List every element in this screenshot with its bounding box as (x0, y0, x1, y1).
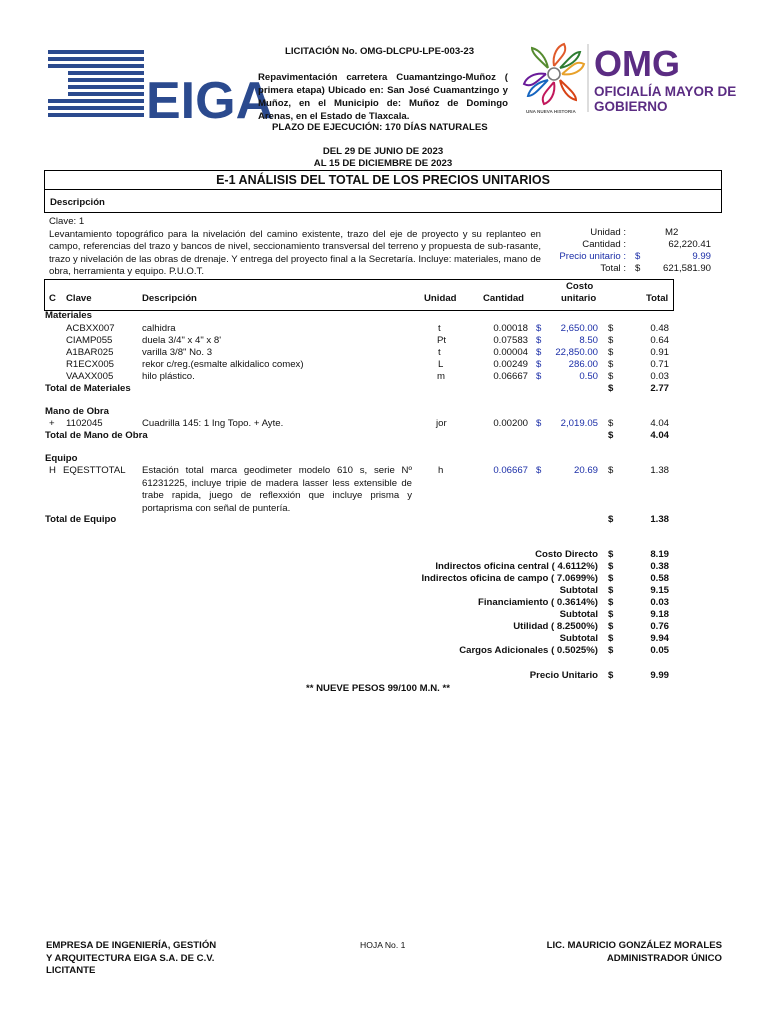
total-equipo-label: Total de Equipo (45, 514, 117, 525)
table-row-clave: VAAXX005 (66, 371, 114, 382)
equipo-desc: Estación total marca geodimeter modelo 610 s, serie Nº 61231225, incluye tripie de madera lasser less extensible de trabe rapida, juego de reflexxión que incluye prisma y portaprisma con señal de puntería. (142, 465, 412, 514)
equipo-costo: 20.69 (573, 465, 598, 476)
table-row-cantidad: 0.00249 (493, 359, 528, 370)
table-row-cantidad: 0.06667 (493, 371, 528, 382)
totals-label: Utilidad ( 8.2500%) (513, 621, 598, 632)
mano-obra-costo: 2,019.05 (560, 418, 598, 429)
descripcion-box (44, 190, 722, 213)
table-row-desc: rekor c/reg.(esmalte alkidalico comex) (142, 359, 304, 370)
totals-cur: $ (608, 585, 614, 596)
table-row-clave: A1BAR025 (66, 347, 114, 358)
table-row-cur: $ (536, 323, 542, 334)
totals-cur: $ (608, 609, 614, 620)
table-row-costo: 8.50 (579, 335, 598, 346)
descripcion-label: Descripción (50, 197, 105, 208)
date-to: AL 15 DE DICIEMBRE DE 2023 (313, 158, 453, 169)
totals-label: Financiamiento ( 0.3614%) (478, 597, 598, 608)
col-descripcion: Descripción (142, 293, 197, 304)
table-row-cur2: $ (608, 335, 614, 346)
section-mano-obra: Mano de Obra (45, 406, 109, 417)
footer-signatory (500, 940, 722, 965)
eiga-logo-text: EIGA (146, 72, 274, 130)
total-equipo-cur: $ (608, 514, 614, 525)
totals-value: 9.18 (650, 609, 669, 620)
totals-value: 9.94 (650, 633, 669, 644)
mano-obra-desc: Cuadrilla 145: 1 Ing Topo. + Ayte. (142, 418, 284, 429)
mano-obra-total: 4.04 (650, 418, 669, 429)
table-row-clave: ACBXX007 (66, 323, 115, 334)
totals-value: 0.38 (650, 561, 669, 572)
eiga-stripes-icon (48, 46, 274, 130)
equipo-cantidad: 0.06667 (493, 465, 528, 476)
table-row-total: 0.64 (650, 335, 669, 346)
footer-right-line-1: LIC. MAURICIO GONZÁLEZ MORALES (546, 940, 722, 951)
table-row-costo: 2,650.00 (560, 323, 598, 334)
total-value: 621,581.90 (662, 263, 711, 274)
totals-value: 0.05 (650, 645, 669, 656)
clave-label: Clave: 1 (49, 216, 85, 227)
table-row-costo: 0.50 (579, 371, 598, 382)
footer-right-line-2: ADMINISTRADOR ÚNICO (606, 952, 722, 964)
amount-in-words: ** NUEVE PESOS 99/100 M.N. ** (306, 683, 450, 694)
analysis-title: E-1 ANÁLISIS DEL TOTAL DE LOS PRECIOS UNITARIOS (216, 173, 550, 187)
totals-label: Cargos Adicionales ( 0.5025%) (459, 645, 598, 656)
table-row-total: 0.48 (650, 323, 669, 334)
total-currency: $ (635, 263, 641, 274)
equipo-c: H (49, 465, 56, 476)
unidad-label: Unidad : (590, 227, 626, 238)
col-total: Total (646, 293, 669, 304)
precio-unitario-final-cur: $ (608, 670, 614, 681)
totals-label: Costo Directo (535, 549, 598, 560)
col-cantidad: Cantidad (483, 293, 525, 304)
plazo-ejecucion: PLAZO DE EJECUCIÓN: 170 DÍAS NATURALES (272, 122, 488, 133)
footer-licitante (46, 940, 216, 978)
precio-unitario-final-value: 9.99 (650, 670, 669, 681)
col-costo-2: unitario (561, 293, 597, 304)
totals-label: Indirectos oficina central ( 4.6112%) (435, 561, 598, 572)
totals-label: Subtotal (559, 609, 598, 620)
unidad-value: M2 (665, 227, 679, 238)
total-mano-obra-label: Total de Mano de Obra (45, 430, 148, 441)
cantidad-value: 62,220.41 (668, 239, 711, 250)
col-unidad: Unidad (424, 293, 457, 304)
precio-unitario-currency: $ (635, 251, 641, 262)
table-row-cur: $ (536, 359, 542, 370)
mano-obra-c: + (49, 418, 55, 429)
col-clave: Clave (66, 293, 92, 304)
totals-cur: $ (608, 573, 614, 584)
table-row-desc: varilla 3/8" No. 3 (142, 347, 213, 358)
omg-subtitle-1: OFICIALÍA MAYOR DE (594, 84, 737, 99)
totals-value: 0.58 (650, 573, 669, 584)
precio-unitario-label: Precio unitario : (559, 251, 626, 262)
table-row-desc: duela 3/4" x 4" x 8' (142, 335, 222, 346)
totals-cur: $ (608, 549, 614, 560)
total-mano-obra-cur: $ (608, 430, 614, 441)
equipo-cur: $ (536, 465, 542, 476)
omg-logo (522, 40, 737, 116)
section-equipo: Equipo (45, 453, 78, 464)
totals-label: Subtotal (559, 585, 598, 596)
eiga-logo (48, 46, 274, 130)
table-row-unidad: m (437, 371, 445, 382)
table-row-unidad: t (438, 323, 441, 334)
table-row-cur2: $ (608, 347, 614, 358)
table-row-desc: hilo plástico. (142, 371, 195, 382)
table-row-unidad: L (438, 359, 444, 370)
flower-emblem-icon (522, 40, 737, 116)
col-c: C (49, 293, 56, 304)
table-row-cur2: $ (608, 323, 614, 334)
footer-left-line-3: LICITANTE (46, 965, 96, 976)
total-mano-obra-value: 4.04 (650, 430, 669, 441)
cantidad-label: Cantidad : (582, 239, 626, 250)
header-bottom-line (44, 310, 674, 311)
totals-cur: $ (608, 561, 614, 572)
totals-value: 9.15 (650, 585, 669, 596)
concept-description: Levantamiento topográfico para la nivelación del camino existente, trazo del eje de proyecto y su replanteo en campo, referencias del trazo y bancos de nivel, seccionamiento transversal del terreno y propuesta de sub-rasante, trazo y nivelación de las obras de drenaje. Y entrega del proyecto final a la Secretaría. Incluye: materiales, mano de obra, herramienta y equipo. P.U.O.T. (49, 229, 541, 278)
precio-unitario-final-label: Precio Unitario (529, 670, 598, 681)
omg-logo-text: OMG (594, 43, 680, 84)
table-row-cur2: $ (608, 359, 614, 370)
omg-subtitle-2: GOBIERNO (594, 99, 668, 114)
totals-value: 0.03 (650, 597, 669, 608)
totals-label: Subtotal (559, 633, 598, 644)
total-materiales-value: 2.77 (650, 383, 669, 394)
footer-left-line-2: Y ARQUITECTURA EIGA S.A. DE C.V. (46, 952, 215, 964)
licitacion-number: LICITACIÓN No. OMG-DLCPU-LPE-003-23 (285, 46, 475, 57)
totals-label: Indirectos oficina de campo ( 7.0699%) (421, 573, 598, 584)
table-row-cantidad: 0.07583 (493, 335, 528, 346)
analysis-title-box (44, 170, 722, 190)
table-row-cur2: $ (608, 371, 614, 382)
mano-obra-cur2: $ (608, 418, 614, 429)
equipo-unidad: h (438, 465, 444, 476)
mano-obra-cantidad: 0.00200 (493, 418, 528, 429)
totals-value: 0.76 (650, 621, 669, 632)
precio-unitario-value: 9.99 (692, 251, 711, 262)
equipo-cur2: $ (608, 465, 614, 476)
omg-tagline: UNA NUEVA HISTORIA (526, 109, 576, 114)
totals-cur: $ (608, 621, 614, 632)
equipo-clave: EQESTTOTAL (63, 465, 126, 476)
footer-left-line-1: EMPRESA DE INGENIERÍA, GESTIÓN (46, 940, 217, 951)
mano-obra-unidad: jor (436, 418, 447, 429)
table-row-clave: R1ECX005 (66, 359, 114, 370)
table-row-cur: $ (536, 335, 542, 346)
totals-value: 8.19 (650, 549, 669, 560)
table-row-costo: 22,850.00 (555, 347, 598, 358)
table-row-cantidad: 0.00018 (493, 323, 528, 334)
table-row-unidad: t (438, 347, 441, 358)
table-row-costo: 286.00 (568, 359, 598, 370)
table-row-total: 0.91 (650, 347, 669, 358)
table-row-cantidad: 0.00004 (493, 347, 528, 358)
date-from: DEL 29 DE JUNIO DE 2023 (322, 146, 444, 157)
mano-obra-cur: $ (536, 418, 542, 429)
table-row-cur: $ (536, 347, 542, 358)
totals-cur: $ (608, 597, 614, 608)
table-row-clave: CIAMP055 (66, 335, 113, 346)
table-row-total: 0.71 (650, 359, 669, 370)
total-label: Total : (600, 263, 626, 274)
table-row-desc: calhidra (142, 323, 176, 334)
table-row-total: 0.03 (650, 371, 669, 382)
totals-cur: $ (608, 645, 614, 656)
mano-obra-clave: 1102045 (66, 418, 103, 429)
col-costo-1: Costo (566, 281, 594, 292)
table-row-unidad: Pt (437, 335, 447, 346)
table-row-cur: $ (536, 371, 542, 382)
totals-cur: $ (608, 633, 614, 644)
project-description: Repavimentación carretera Cuamantzingo-Muñoz ( primera etapa) Ubicado en: San José Cuamantzingo y Muñoz, en el Municipio de: Muñoz de Domingo Arenas, en el Estado de Tlaxcala. (258, 72, 508, 122)
total-materiales-cur: $ (608, 383, 614, 394)
total-equipo-value: 1.38 (650, 514, 669, 525)
equipo-total: 1.38 (650, 465, 669, 476)
section-materiales: Materiales (45, 310, 92, 321)
hoja-number: HOJA No. 1 (360, 940, 406, 950)
total-materiales-label: Total de Materiales (45, 383, 131, 394)
